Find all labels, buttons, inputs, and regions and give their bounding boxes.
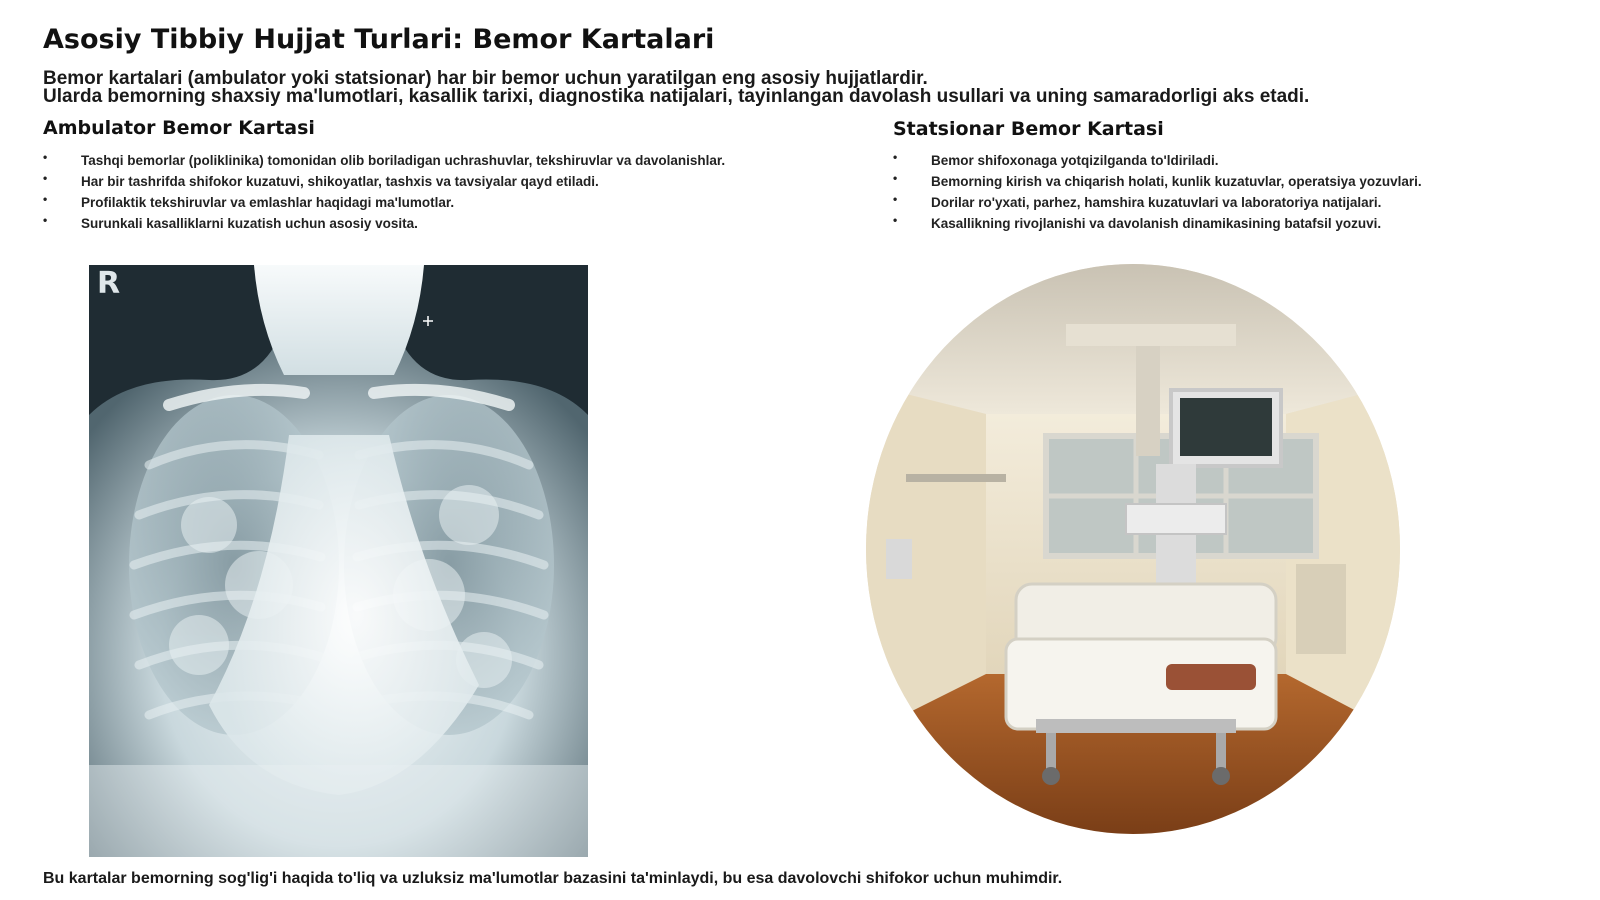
list-item (893, 171, 1573, 192)
bullet-text: Har bir tashrifda shifokor kuzatuvi, shikoyatlar, tashxis va tavsiyalar qayd etiladi. (81, 174, 599, 189)
ambulator-heading: Ambulator Bemor Kartasi (43, 117, 315, 139)
chest-xray-image (89, 265, 588, 857)
list-item (43, 213, 823, 234)
bullet-icon: • (893, 213, 898, 227)
bullet-text: Kasallikning rivojlanishi va davolanish dinamikasining batafsil yozuvi. (931, 216, 1382, 231)
slide-title: Asosiy Tibbiy Hujjat Turlari: Bemor Kartalari (43, 24, 715, 55)
bullet-text: Tashqi bemorlar (poliklinika) tomonidan olib boriladigan uchrashuvlar, tekshiruvlar va davolanishlar. (81, 153, 726, 168)
bullet-icon: • (43, 213, 48, 227)
bullet-text: Profilaktik tekshiruvlar va emlashlar haqidagi ma'lumotlar. (81, 195, 455, 210)
bullet-icon: • (893, 150, 898, 164)
statsionar-bullet-list (893, 150, 1573, 234)
ambulator-bullet-list (43, 150, 823, 234)
list-item (43, 192, 823, 213)
list-item (893, 213, 1573, 234)
bullet-icon: • (43, 192, 48, 206)
xray-marker-label: R (97, 266, 121, 301)
bullet-text: Bemorning kirish va chiqarish holati, kunlik kuzatuvlar, operatsiya yozuvlari. (931, 174, 1422, 189)
list-item (43, 171, 823, 192)
bullet-icon: • (43, 171, 48, 185)
list-item (893, 150, 1573, 171)
hospital-room-image (866, 264, 1400, 834)
statsionar-heading: Statsionar Bemor Kartasi (893, 118, 1164, 140)
footer-note: Bu kartalar bemorning sog'lig'i haqida to'liq va uzluksiz ma'lumotlar bazasini ta'minlaydi, bu esa davolovchi shifokor uchun muhimdir. (43, 870, 1063, 887)
intro-text (43, 70, 1543, 106)
bullet-text: Bemor shifoxonaga yotqizilganda to'ldiriladi. (931, 153, 1219, 168)
bullet-text: Surunkali kasalliklarni kuzatish uchun asosiy vosita. (81, 216, 418, 231)
list-item (43, 150, 823, 171)
bullet-icon: • (893, 192, 898, 206)
intro-line-1: Bemor kartalari (ambulator yoki statsionar) har bir bemor uchun yaratilgan eng asosiy hujjatlardir. (43, 68, 928, 89)
intro-line-2: Ularda bemorning shaxsiy ma'lumotlari, kasallik tarixi, diagnostika natijalari, tayinlangan davolash usullari va uning samaradorligi aks etadi. (43, 86, 1310, 107)
bullet-icon: • (43, 150, 48, 164)
bullet-text: Dorilar ro'yxati, parhez, hamshira kuzatuvlari va laboratoriya natijalari. (931, 195, 1382, 210)
bullet-icon: • (893, 171, 898, 185)
list-item (893, 192, 1573, 213)
